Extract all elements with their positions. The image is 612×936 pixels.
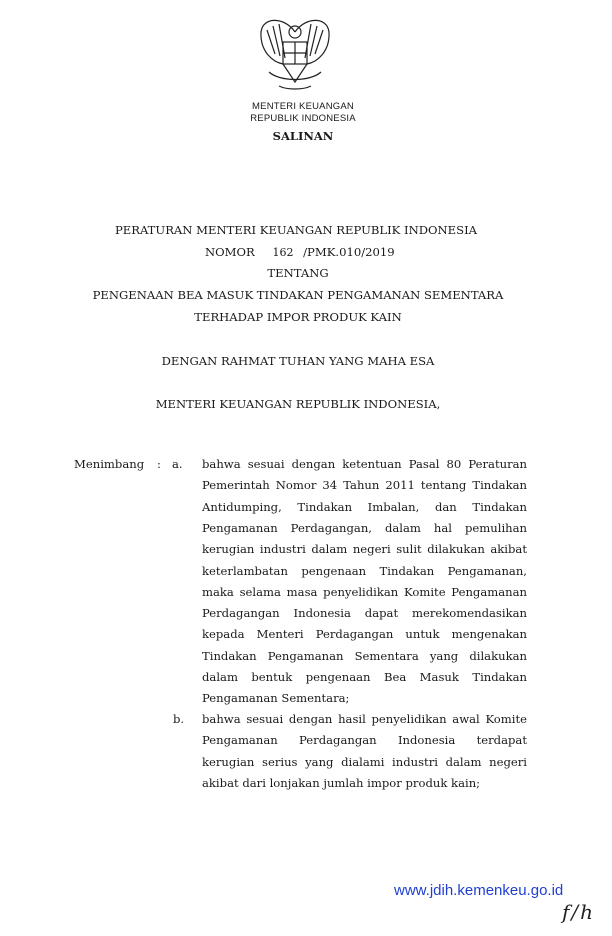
item-text-line: kerugian serius yang dialami industri dalam negeri	[202, 754, 527, 769]
nomor-label: NOMOR	[205, 245, 255, 259]
jdih-website-link[interactable]: www.jdih.kemenkeu.go.id	[394, 882, 564, 899]
item-text-line: dalam bentuk pengenaan Bea Masuk Tindakan	[202, 670, 527, 684]
item-text-line: Pengamanan Sementara;	[202, 691, 350, 706]
item-text-line: bahwa sesuai dengan hasil penyelidikan awal Komite	[202, 712, 527, 726]
item-text-line: Perdagangan Indonesia dapat merekomendasikan	[202, 606, 527, 621]
nomor-number: 162	[272, 246, 294, 259]
item-text-line: kepada Menteri Perdagangan untuk mengenakan	[202, 627, 527, 642]
rahmat-line: DENGAN RAHMAT TUHAN YANG MAHA ESA	[161, 354, 435, 368]
nomor-suffix: /PMK.010/2019	[303, 245, 395, 259]
menimbang-colon: :	[157, 457, 161, 471]
nomor-line	[205, 245, 395, 259]
item-text-line: bahwa sesuai dengan ketentuan Pasal 80 Peraturan	[202, 457, 527, 471]
paraf-signature: f/h	[562, 900, 596, 924]
subject-line-1: PENGENAAN BEA MASUK TINDAKAN PENGAMANAN SEMENTARA	[92, 288, 504, 302]
item-text-line: Tindakan Pengamanan Sementara yang dilakukan	[202, 648, 527, 663]
item-text-line: Pengamanan Perdagangan Indonesia terdapat	[202, 733, 527, 748]
menimbang-label: Menimbang	[74, 457, 145, 471]
item-marker-a: a.	[172, 457, 183, 471]
item-text-line: akibat dari lonjakan jumlah impor produk kain;	[202, 775, 481, 790]
garuda-emblem-icon	[255, 12, 335, 97]
item-marker-b: b.	[173, 712, 185, 726]
regulation-title: PERATURAN MENTERI KEUANGAN REPUBLIK INDONESIA	[114, 223, 478, 237]
item-text-line: kerugian industri dalam negeri sulit dilakukan akibat	[202, 542, 527, 557]
ministry-country: REPUBLIK INDONESIA	[250, 113, 356, 124]
salinan-stamp: SALINAN	[272, 129, 334, 143]
menteri-line: MENTERI KEUANGAN REPUBLIK INDONESIA,	[155, 397, 441, 411]
tentang-label: TENTANG	[267, 266, 329, 280]
item-text-line: maka selama masa penyelidikan Komite Pengamanan	[202, 584, 527, 599]
subject-line-2: TERHADAP IMPOR PRODUK KAIN	[194, 310, 402, 324]
item-text-line: keterlambatan pengenaan Tindakan Pengamanan,	[202, 563, 527, 578]
item-text-line: Antidumping, Tindakan Imbalan, dan Tindakan	[202, 499, 527, 514]
ministry-name: MENTERI KEUANGAN	[252, 101, 354, 112]
item-text-line: Pengamanan Perdagangan, dalam hal pemulihan	[202, 520, 527, 535]
item-text-line: Pemerintah Nomor 34 Tahun 2011 tentang Tindakan	[202, 478, 527, 493]
